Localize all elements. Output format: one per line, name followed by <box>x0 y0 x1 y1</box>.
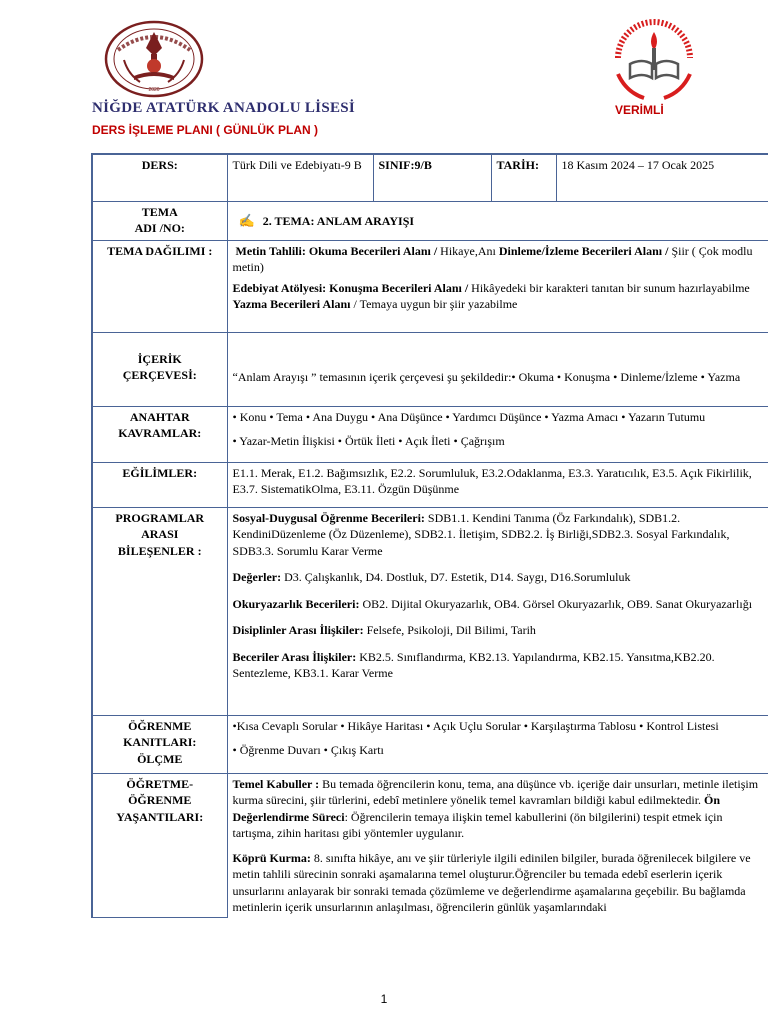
row-yasanti <box>92 773 768 918</box>
dagilim-value: Metin Tahlili: Okuma Becerileri Alanı / Hikaye,Anı Dinleme/İzleme Becerileri Alanı / Şiir ( Çok modlu metin) Edebiyat Atölyesi: Konuşma Becerileri Alanı / Hikâyedeki bir karakteri tanıtan bir sunum hazırlayabilme Yazma Becerileri Alanı / Temaya uygun bir şiir yazabilme <box>227 240 768 332</box>
seal-year: 2020 <box>148 87 160 93</box>
kanit-value: •Kısa Cevaplı Sorular • Hikâye Haritası • Açık Uçlu Sorular • Karşılaştırma Tablosu • Kontrol Listesi • Öğrenme Duvarı • Çıkış Kartı <box>227 715 768 773</box>
yasanti-label: ÖĞRETME- ÖĞRENME YAŞANTILARI: <box>92 773 227 918</box>
program-label: PROGRAMLAR ARASI BİLEŞENLER : <box>92 507 227 715</box>
egilim-label: EĞİLİMLER: <box>92 462 227 507</box>
school-name: NİĞDE ATATÜRK ANADOLU LİSESİ <box>92 100 356 116</box>
ders-value: Türk Dili ve Edebiyatı-9 B <box>227 154 373 201</box>
pen-writing-icon: ✍ <box>238 212 255 228</box>
yasanti-value: Temel Kabuller : Bu temada öğrencilerin konu, tema, ana düşünce vb. içeriğe dair unsurları, metinle iletişim kurma sürecini, şiir türlerini, edebî metinlere yönelik temel kavramları bildiği kabul edilmektedir. Ön Değerlendirme Süreci: Öğrencilerin temaya ilişkin temel kabullerini (ön bilgilerini) tespit etmek için tartışma, zihin haritası gibi yöntemler uygulanır. Köprü Kurma: 8. sınıfta hikâye, anı ve şiir türleriyle ilgili edinilen bilgiler, burada öğrenilecek bilgilere ve metin tahlili sürecinin sonraki aşamalarına temel oluşturur.Öğrenciler bu temada edebî eserlerin içerik unsurlarını anlayarak bir sonraki temada çözümleme ve değerlendirme aşamalarına geçebilir. Bu bağlamda metinlerin içerik unsurlarının anlaşılması, öğrencilerin günlük yaşamlarındaki <box>227 773 768 918</box>
row-program <box>92 507 768 715</box>
tarih-value: 18 Kasım 2024 – 17 Ocak 2025 <box>556 154 768 201</box>
icerik-value: “Anlam Arayışı ” temasının içerik çerçevesi şu şekildedir:• Okuma • Konuşma • Dinleme/İzleme • Yazma <box>227 332 768 406</box>
anahtar-label: ANAHTAR KAVRAMLAR: <box>92 406 227 462</box>
tema-label: TEMA ADI /NO: <box>92 201 227 240</box>
dagilim-label: TEMA DAĞILIMI : <box>92 240 227 332</box>
row-anahtar <box>92 406 768 462</box>
row-dagilim <box>92 240 768 332</box>
school-seal-icon <box>104 20 204 98</box>
plan-title: DERS İŞLEME PLANI ( GÜNLÜK PLAN ) <box>92 123 319 137</box>
row-tema <box>92 201 768 240</box>
lesson-plan-table <box>91 153 768 918</box>
kanit-label: ÖĞRENME KANITLARI: ÖLÇME <box>92 715 227 773</box>
anahtar-value: • Konu • Tema • Ana Duygu • Ana Düşünce • Yardımcı Düşünce • Yazma Amacı • Yazarın Tutumu • Yazar-Metin İlişkisi • Örtük İleti • Açık İleti • Çağrışım <box>227 406 768 462</box>
sinif-label: SINIF:9/B <box>373 154 491 201</box>
page-number: 1 <box>380 992 388 1006</box>
icerik-label: İÇERİK ÇERÇEVESİ: <box>92 332 227 406</box>
tema-value-cell <box>227 201 768 240</box>
row-egilim <box>92 462 768 507</box>
egilim-value: E1.1. Merak, E1.2. Bağımsızlık, E2.2. Sorumluluk, E3.2.Odaklanma, E3.3. Yaratıcılık, E3.5. Açık Fikirlilik, E3.7. SistematikOlma, E3.11. Özgün Düşünme <box>227 462 768 507</box>
row-kanit <box>92 715 768 773</box>
tarih-label: TARİH: <box>491 154 556 201</box>
row-icerik <box>92 332 768 406</box>
verimli-label: VERİMLİ <box>615 103 664 117</box>
meb-logo-icon <box>608 18 700 104</box>
tema-value: 2. TEMA: ANLAM ARAYIŞI <box>262 213 415 228</box>
row-ders <box>92 154 768 201</box>
ders-label: DERS: <box>92 154 227 201</box>
program-value: Sosyal-Duygusal Öğrenme Becerileri: SDB1.1. Kendini Tanıma (Öz Farkındalık), SDB1.2. KendiniDüzenleme (Öz Düzenleme), SDB2.1. İletişim, SDB2.2. İş Birliği,SDB2.3. Sosyal Farkındalık, SDB3.3. Sorumlu Karar Verme Değerler: D3. Çalışkanlık, D4. Dostluk, D7. Estetik, D14. Saygı, D16.Sorumluluk Okuryazarlık Becerileri: OB2. Dijital Okuryazarlık, OB4. Görsel Okuryazarlık, OB9. Sanat Okuryazarlığı Disiplinler Arası İlişkiler: Felsefe, Psikoloji, Dil Bilimi, Tarih Beceriler Arası İlişkiler: KB2.5. Sınıflandırma, KB2.13. Yapılandırma, KB2.15. Yansıtma,KB2.20. Sentezleme, KB3.1. Karar Verme <box>227 507 768 715</box>
